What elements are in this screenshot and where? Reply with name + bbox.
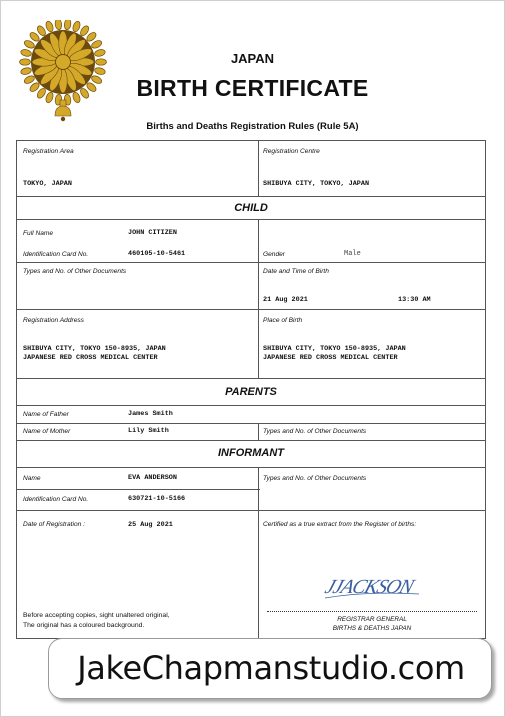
birth-place-line2: JAPANESE RED CROSS MEDICAL CENTER [263,354,398,362]
certificate-title: BIRTH CERTIFICATE [136,75,369,101]
birth-date-value: 21 Aug 2021 [263,296,308,304]
registration-address-line2: JAPANESE RED CROSS MEDICAL CENTER [23,354,158,362]
child-other-docs-label: Types and No. of Other Documents [23,268,127,275]
registration-address-line1: SHIBUYA CITY, TOKYO 150-8935, JAPAN [23,345,166,353]
child-id-value: 460105-10-5461 [128,250,186,258]
watermark-text: JakeChapmanstudio.com [77,649,465,687]
original-note-line1: Before accepting copies, sight unaltered original, [23,612,170,619]
child-gender-label: Gender [263,251,285,258]
informant-id-label: Identification Card No. [23,496,89,503]
registration-date-value: 25 Aug 2021 [128,521,173,529]
svg-text:JJACKSON: JJACKSON [322,576,416,598]
country-heading: JAPAN [230,51,275,66]
watermark-banner [48,638,492,699]
child-id-label: Identification Card No. [23,251,89,258]
informant-name-label: Name [23,475,41,482]
certificate-form [16,140,486,639]
child-gender-value: Male [344,250,361,258]
birth-place-line1: SHIBUYA CITY, TOKYO 150-8935, JAPAN [263,345,406,353]
informant-id-value: 630721-10-5166 [128,495,186,503]
birth-time-value: 13:30 AM [398,296,431,304]
father-name-label: Name of Father [23,411,69,418]
signature-line [267,611,477,612]
informant-other-docs-label: Types and No. of Other Documents [263,475,367,482]
informant-name-value: EVA ANDERSON [128,474,177,482]
informant-heading: INFORMANT [218,447,284,459]
child-full-name-label: Full Name [23,230,54,237]
original-note-line2: The original has a coloured background. [23,622,145,629]
registration-centre-label: Registration Centre [263,148,320,155]
certified-statement: Certified as a true extract from the Register of births: [263,521,417,528]
parents-heading: PARENTS [225,386,277,398]
certificate-subtitle: Births and Deaths Registration Rules (Rule 5A) [146,121,359,132]
registrar-title [267,615,477,633]
birth-datetime-label: Date and Time of Birth [263,268,329,275]
parents-other-docs-label: Types and No. of Other Documents [263,428,367,435]
registrar-line1: REGISTRAR GENERAL [337,616,407,623]
father-name-value: James Smith [128,410,173,418]
child-full-name-value: JOHN CITIZEN [128,229,177,237]
registration-address-label: Registration Address [23,317,84,324]
registration-centre-value: SHIBUYA CITY, TOKYO, JAPAN [263,180,370,188]
registrar-signature [317,571,427,603]
registration-area-label: Registration Area [23,148,74,155]
registration-area-value: TOKYO, JAPAN [23,180,72,188]
birth-place-label: Place of Birth [263,317,303,324]
mother-name-label: Name of Mother [23,428,71,435]
mother-name-value: Lily Smith [128,427,169,435]
child-heading: CHILD [234,202,268,214]
imperial-seal-icon [18,20,108,124]
registrar-line2: BIRTHS & DEATHS JAPAN [332,625,412,632]
registration-date-label: Date of Registration : [23,521,85,528]
